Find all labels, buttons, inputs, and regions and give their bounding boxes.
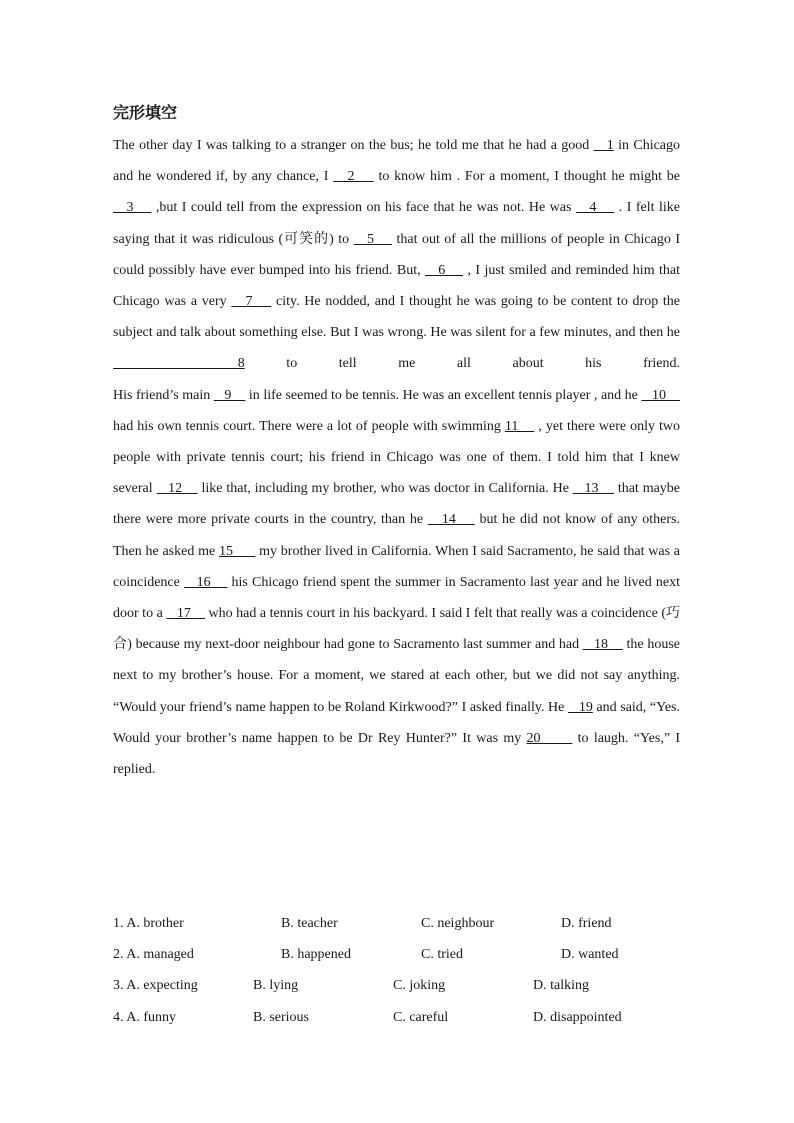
- passage-text: had his own tennis court. There were a lot of people with swimming: [113, 418, 505, 434]
- passage-text: the house next to my brother’s house. For a moment, we stared at each other, but we did not say anything.: [113, 637, 681, 684]
- option-2c: C. tried: [421, 947, 463, 963]
- passage-text: “Would your friend’s name happen to be Roland Kirkwood?” I asked finally. He: [113, 699, 568, 715]
- option-row-4: [113, 1002, 713, 1033]
- blank-2: 2: [333, 169, 374, 185]
- passage-text: and said, “Yes. Would your brother’s name happen to be Dr Rey Hunter?” It was my: [113, 699, 680, 746]
- blank-17: 17: [166, 606, 205, 622]
- page-title: 完形填空: [113, 103, 178, 122]
- passage-text: to tell me all about his friend.: [244, 356, 680, 372]
- passage-text: His friend’s main: [113, 387, 214, 403]
- option-row-3: [113, 970, 713, 1001]
- passage-text: like that, including my brother, who was doctor in California. He: [197, 481, 573, 497]
- blank-13: 13: [572, 481, 614, 497]
- blank-8: 8: [113, 356, 245, 372]
- blank-18: 18: [582, 637, 623, 653]
- blank-3: 3: [113, 200, 152, 216]
- passage-text: , I just smiled and reminded him that Chicago was a very: [113, 262, 681, 310]
- option-4d: D. disappointed: [533, 1009, 622, 1025]
- passage-text: but he did not know of any others. Then he asked me: [113, 512, 680, 559]
- passage-text: . I felt like saying that it was ridiculous (可笑的) to: [113, 200, 681, 247]
- option-3c: C. joking: [393, 978, 446, 994]
- option-2a: 2. A. managed: [113, 947, 194, 963]
- cloze-passage: [113, 130, 680, 785]
- blank-5: 5: [353, 231, 392, 247]
- passage-text: his Chicago friend spent the summer in Sacramento last year and he lived next door to a: [113, 574, 680, 622]
- option-3a: 3. A. expecting: [113, 978, 198, 994]
- passage-text: in Chicago and he wondered if, by any chance, I: [113, 138, 681, 185]
- passage-text: my brother lived in California. When I said Sacramento, he said that was a coincidence: [113, 543, 680, 590]
- blank-15: 15: [218, 543, 256, 559]
- option-4c: C. careful: [393, 1009, 449, 1025]
- passage-text: that out of all the millions of people in Chicago I could possibly have ever bumped into his friend. But,: [113, 231, 681, 278]
- passage-paragraph-1: [113, 130, 680, 380]
- option-row-2: [113, 939, 713, 970]
- option-row-1: [113, 908, 713, 939]
- passage-text: in life seemed to be tennis. He was an excellent tennis player , and he: [245, 387, 642, 403]
- blank-19: 19: [568, 699, 593, 715]
- option-1d: D. friend: [561, 916, 612, 931]
- option-1a: 1. A. brother: [113, 916, 184, 931]
- blank-10: 10: [641, 387, 681, 403]
- blank-4: 4: [575, 200, 615, 216]
- passage-text: ,but I could tell from the expression on his face that he was not. He was: [151, 200, 576, 216]
- blank-11: 11: [504, 418, 535, 434]
- passage-text: , yet there were only two people with private tennis court; his friend in Chicago was one of them. I told him that I knew several: [113, 418, 681, 497]
- blank-6: 6: [425, 262, 464, 278]
- option-2d: D. wanted: [561, 947, 619, 963]
- option-4a: 4. A. funny: [113, 1009, 176, 1025]
- blank-16: 16: [184, 574, 228, 590]
- passage-text: to laugh. “Yes,” I replied.: [113, 730, 680, 778]
- passage-text: that maybe there were more private courts in the country, than he: [113, 481, 681, 528]
- passage-paragraph-2: [113, 380, 680, 692]
- passage-text: to know him . For a moment, I thought he might be: [373, 169, 680, 185]
- blank-7: 7: [231, 294, 272, 310]
- blank-12: 12: [156, 481, 198, 497]
- option-4b: B. serious: [253, 1009, 309, 1025]
- option-3d: D. talking: [533, 978, 589, 994]
- option-2b: B. happened: [281, 947, 351, 963]
- option-1b: B. teacher: [281, 916, 338, 931]
- option-3b: B. lying: [253, 978, 299, 994]
- passage-text: city. He nodded, and I thought he was going to be content to drop the subject and talk about something else. But I was wrong. He was silent for a few minutes, and then he: [113, 294, 680, 341]
- blank-1: 1: [593, 138, 614, 153]
- passage-paragraph-3: [113, 692, 680, 786]
- passage-text: who had a tennis court in his backyard. I said I felt that really was a coincidence (巧合) because my next-door neighbour had gone to Sacramento last summer and had: [113, 606, 681, 653]
- passage-text: The other day I was talking to a stranger on the bus; he told me that he had a good: [113, 138, 594, 153]
- option-1c: C. neighbour: [421, 916, 495, 931]
- answer-options: [113, 908, 713, 1033]
- blank-20: 20: [526, 730, 573, 746]
- blank-14: 14: [427, 512, 475, 528]
- blank-9: 9: [213, 387, 246, 403]
